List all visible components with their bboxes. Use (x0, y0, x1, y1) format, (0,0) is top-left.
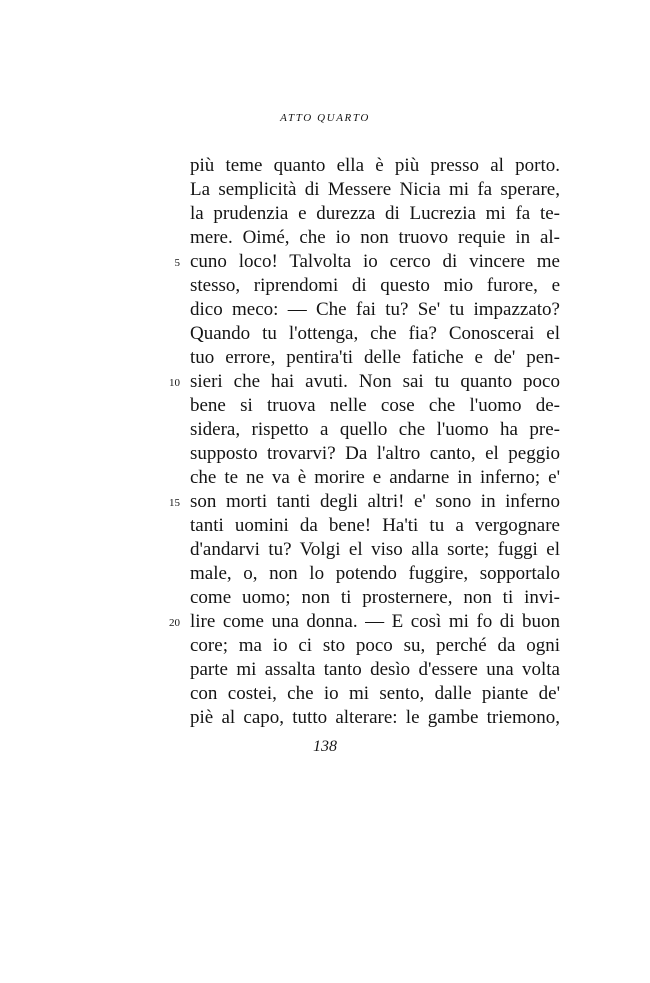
line-text: come uomo; non ti prosternere, non ti invi- (190, 587, 560, 608)
line-text: dico meco: — Che fai tu? Se' tu impazzato? (190, 299, 560, 320)
line-text: stesso, riprendomi di questo mio furore, e (190, 275, 560, 296)
line-text: lire come una donna. — E così mi fo di buon (190, 611, 560, 632)
line-text: bene si truova nelle cose che l'uomo de- (190, 395, 560, 416)
text-line (174, 250, 560, 274)
text-line (190, 346, 560, 370)
text-line (190, 274, 560, 298)
line-text: che te ne va è morire e andarne in inferno; e' (190, 467, 560, 488)
line-text: cuno loco! Talvolta io cerco di vincere me (190, 251, 560, 272)
text-line (169, 370, 560, 394)
text-line (190, 514, 560, 538)
text-line (190, 154, 560, 178)
text-line (190, 466, 560, 490)
line-text: Quando tu l'ottenga, che fia? Conoscerai el (190, 323, 560, 344)
line-text: sieri che hai avuti. Non sai tu quanto poco (190, 371, 560, 392)
line-number: 20 (169, 617, 180, 629)
text-line (190, 418, 560, 442)
body-text (169, 154, 560, 730)
text-line (190, 562, 560, 586)
page-number: 138 (313, 738, 337, 755)
text-line (190, 394, 560, 418)
text-line (190, 634, 560, 658)
line-text: mere. Oimé, che io non truovo requie in al- (190, 227, 560, 248)
line-text: supposto trovarvi? Da l'altro canto, el peggio (190, 443, 560, 464)
text-line (190, 706, 560, 730)
line-text: sidera, rispetto a quello che l'uomo ha pre- (190, 419, 560, 440)
line-text: tanti uomini da bene! Ha'ti tu a vergognare (190, 515, 560, 536)
line-text: più teme quanto ella è più presso al porto. (190, 155, 560, 176)
line-text: tuo errore, pentira'ti delle fatiche e de' pen- (190, 347, 560, 368)
line-text: son morti tanti degli altri! e' sono in inferno (190, 491, 560, 512)
text-line (190, 226, 560, 250)
text-line (169, 610, 560, 634)
line-text: la prudenzia e durezza di Lucrezia mi fa te- (190, 203, 560, 224)
line-text: d'andarvi tu? Volgi el viso alla sorte; fuggi el (190, 539, 560, 560)
line-text: male, o, non lo potendo fuggire, sopportalo (190, 563, 560, 584)
text-line (169, 490, 560, 514)
text-line (190, 586, 560, 610)
line-number: 15 (169, 497, 180, 509)
line-text: con costei, che io mi sento, dalle piante de' (190, 683, 560, 704)
text-line (190, 298, 560, 322)
text-line (190, 178, 560, 202)
text-line (190, 538, 560, 562)
running-head: ATTO QUARTO (280, 112, 370, 124)
text-line (190, 322, 560, 346)
line-number: 5 (174, 257, 180, 269)
line-text: core; ma io ci sto poco su, perché da ogni (190, 635, 560, 656)
line-text: parte mi assalta tanto desìo d'essere una volta (190, 659, 560, 680)
line-number: 10 (169, 377, 180, 389)
text-line (190, 442, 560, 466)
line-text: piè al capo, tutto alterare: le gambe triemono, (190, 707, 560, 728)
line-text: La semplicità di Messere Nicia mi fa sperare, (190, 179, 560, 200)
text-line (190, 682, 560, 706)
text-line (190, 658, 560, 682)
text-line (190, 202, 560, 226)
